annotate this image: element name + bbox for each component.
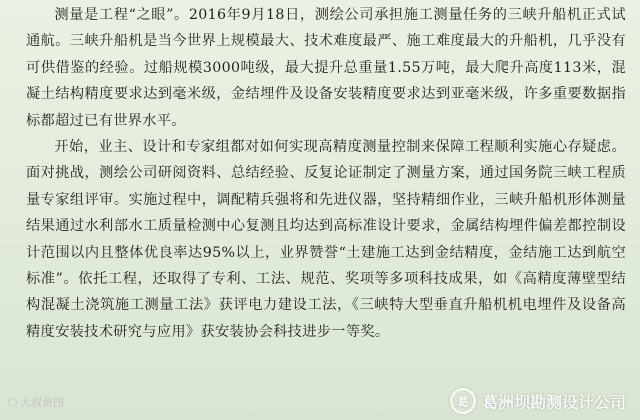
- watermark-right-text: 葛洲坝勘测设计公司: [481, 392, 626, 412]
- circle-icon: [8, 398, 17, 407]
- document-body: [26, 2, 626, 345]
- paragraph-2: 开始，业主、设计和专家组都对如何实现高精度测量控制来保障工程顺利实施心存疑虑。面对挑战，测绘公司研阅资料、总结经验、反复论证制定了测量方案，通过国务院三峡工程质量专家组评审。实施过程中，调配精兵强将和先进仪器，坚持精细作业，三峡升船机形体测量结果通过水利部水工质量检测中心复测且均达到高标准设计要求，金属结构埋件偏差都控制设计范围以内且整体优良率达95%以上，业界赞誉“土建施工达到金结精度，金结施工达到航空标准”。依托工程，还取得了专利、工法、规范、奖项等多项科技成果，如《高精度薄壁型结构混凝土浇筑施工测量工法》获评电力建设工法，《三峡特大型垂直升船机机电埋件及设备高精度安装技术研究与应用》获安装协会科技进步一等奖。: [26, 139, 626, 340]
- paragraph-1: 测量是工程“之眼”。2016年9月18日，测绘公司承担施工测量任务的三峡升船机正式试通航。三峡升船机是当今世界上规模最大、技术难度最严、施工难度最大的升船机，几乎没有可供借鉴的经验。过船规模3000吨级，最大提升总重量1.55万吨，最大爬升高度113米，混凝土结构精度要求达到毫米级，金结埋件及设备安装精度要求达到亚毫米级，许多重要数据指标都超过已有世界水平。: [26, 7, 626, 129]
- watermark-left-text: 大叔谐图: [20, 396, 64, 409]
- watermark-left: [8, 394, 64, 410]
- company-logo-icon: 葛: [450, 388, 476, 414]
- watermark-right: [450, 388, 626, 414]
